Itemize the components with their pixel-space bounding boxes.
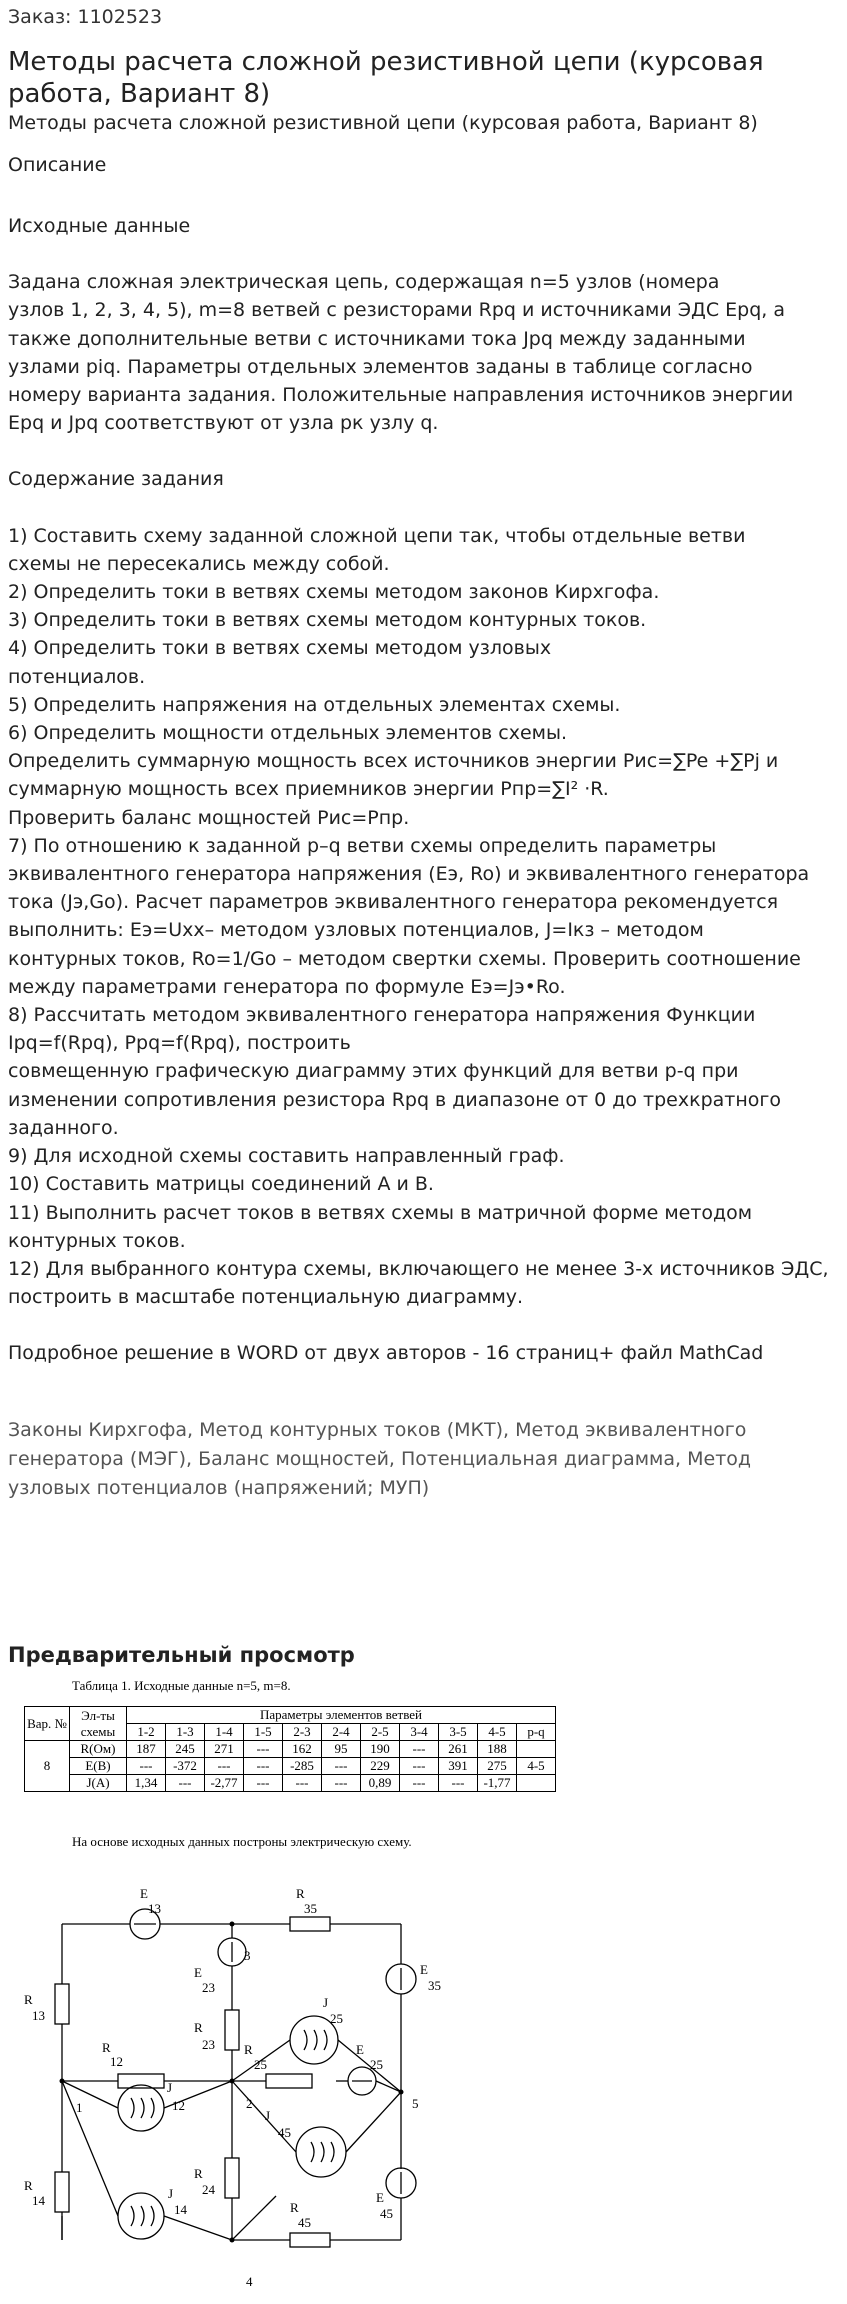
label-node-1: 1 bbox=[76, 2100, 83, 2115]
label-e23-sym: E bbox=[194, 1965, 202, 1980]
label-r12-idx: 12 bbox=[110, 2054, 123, 2069]
value-cell: 0,89 bbox=[361, 1775, 400, 1792]
label-j25-idx: 25 bbox=[330, 2011, 343, 2026]
header-variant: Вар. № bbox=[25, 1707, 70, 1741]
text-line: эквивалентного генератора напряжения (Еэ, Ro) и эквивалентного генератора bbox=[8, 863, 810, 886]
text-line: 11) Выполнить расчет токов в ветвях схемы в матричной форме методом bbox=[8, 1201, 753, 1224]
resistor-r35 bbox=[290, 1917, 330, 1931]
solution-note: Подробное решение в WORD от двух авторов - 16 страниц+ файл MathCad bbox=[8, 1342, 764, 1365]
label-r25-sym: R bbox=[244, 2042, 253, 2057]
page-title: Методы расчета сложной резистивной цепи (курсовая работа, Вариант 8) bbox=[8, 47, 764, 109]
value-cell: --- bbox=[322, 1758, 361, 1775]
tag-link[interactable]: Законы Кирхгофа bbox=[8, 1419, 188, 1441]
description-heading: Описание bbox=[8, 154, 107, 176]
tag-link[interactable]: Метод эквивалентного генератора (МЭГ) bbox=[8, 1419, 747, 1470]
label-r13-idx: 13 bbox=[32, 2008, 45, 2023]
text-line: 2) Определить токи в ветвях схемы методом законов Кирхгофа. bbox=[8, 581, 660, 604]
value-cell: --- bbox=[166, 1775, 205, 1792]
table-caption: Таблица 1. Исходные данные n=5, m=8. bbox=[72, 1678, 291, 1693]
text-line: контурных токов, Ro=1/Go – методом свертки схемы. Проверить соотношение bbox=[8, 947, 801, 970]
text-line: 7) По отношению к заданной p–q ветви схемы определить параметры bbox=[8, 834, 717, 857]
value-cell: 95 bbox=[322, 1741, 361, 1758]
text-line: Epq и Jpq соответствуют от узла pк узлу q. bbox=[8, 412, 439, 435]
value-cell: --- bbox=[283, 1775, 322, 1792]
text-line: 4) Определить токи в ветвях схемы методом узловых bbox=[8, 637, 552, 660]
tag-link[interactable]: Метод контурных токов (МКТ) bbox=[199, 1419, 504, 1441]
text-line: выполнить: Еэ=Uxx– методом узловых потенциалов, J=Iкз – методом bbox=[8, 919, 704, 942]
row-label-cell: J(A) bbox=[70, 1775, 127, 1792]
value-cell: 391 bbox=[439, 1758, 478, 1775]
value-cell: 1,34 bbox=[127, 1775, 166, 1792]
text-line: заданного. bbox=[8, 1116, 119, 1139]
text-line: 3) Определить токи в ветвях схемы методом контурных токов. bbox=[8, 609, 647, 632]
value-cell: 275 bbox=[478, 1758, 517, 1775]
label-e25-sym: E bbox=[356, 2042, 364, 2057]
resistor-r24 bbox=[225, 2158, 239, 2198]
resistor-r12 bbox=[118, 2074, 164, 2088]
text-line: 12) Для выбранного контура схемы, включающего не менее 3-х источников ЭДС, bbox=[8, 1257, 829, 1280]
branch-header-cell: 4-5 bbox=[478, 1724, 517, 1741]
label-e35-sym: E bbox=[420, 1962, 428, 1977]
value-cell: -2,77 bbox=[205, 1775, 244, 1792]
branch-header-cell: 1-3 bbox=[166, 1724, 205, 1741]
label-r35-idx: 35 bbox=[304, 1901, 317, 1916]
branch-header-cell: 1-4 bbox=[205, 1724, 244, 1741]
text-line: совмещенную графическую диаграмму этих функций для ветви p-q при bbox=[8, 1060, 739, 1083]
task-list bbox=[8, 522, 844, 1312]
text-line: суммарную мощность всех приемников энергии Рпр=∑I² ·R. bbox=[8, 778, 609, 801]
resistor-r23 bbox=[225, 2010, 239, 2050]
label-j14-sym: J bbox=[168, 2186, 174, 2201]
value-cell: --- bbox=[244, 1758, 283, 1775]
label-r25-idx: 25 bbox=[254, 2057, 267, 2072]
initial-data-heading: Исходные данные bbox=[8, 215, 191, 237]
resistor-r14 bbox=[55, 2172, 69, 2212]
text-line: узлов 1, 2, 3, 4, 5), m=8 ветвей с резисторами Rpq и источниками ЭДС Epq, а bbox=[8, 299, 785, 322]
page-subtitle: Методы расчета сложной резистивной цепи (курсовая работа, Вариант 8) bbox=[8, 112, 758, 134]
label-node-2: 2 bbox=[246, 2096, 253, 2111]
label-e23-idx: 23 bbox=[202, 1980, 215, 1995]
tag-list: Законы Кирхгофа, Метод контурных токов (МКТ), Метод эквивалентного генератора (МЭГ), Баланс мощностей, Потенциальная диаграмма, Метод узловых потенциалов (напряжений; МУП) bbox=[8, 1419, 752, 1499]
label-j45-sym: J bbox=[265, 2108, 271, 2123]
value-cell: -372 bbox=[166, 1758, 205, 1775]
value-cell: 187 bbox=[127, 1741, 166, 1758]
label-r24-idx: 24 bbox=[202, 2182, 215, 2197]
text-line: 5) Определить напряжения на отдельных элементах схемы. bbox=[8, 693, 621, 716]
value-cell: --- bbox=[244, 1741, 283, 1758]
text-line: 6) Определить мощности отдельных элементов схемы. bbox=[8, 722, 568, 745]
resistor-r25 bbox=[266, 2074, 312, 2088]
text-line: между параметрами генератора по формуле Еэ=Jэ•Ro. bbox=[8, 975, 566, 998]
text-line: Задана сложная электрическая цепь, содержащая n=5 узлов (номера bbox=[8, 271, 720, 294]
text-line: тока (Jэ,Go). Расчет параметров эквивалентного генератора рекомендуется bbox=[8, 891, 779, 914]
label-r23-sym: R bbox=[194, 2020, 203, 2035]
value-cell: 229 bbox=[361, 1758, 400, 1775]
current-source-j45 bbox=[296, 2127, 346, 2177]
label-j25-sym: J bbox=[323, 1995, 329, 2010]
label-e13-idx: 13 bbox=[148, 1901, 161, 1916]
text-line: Проверить баланс мощностей Рис=Рпр. bbox=[8, 806, 410, 829]
text-line: Ipq=f(Rpq), Ppq=f(Rpq), построить bbox=[8, 1032, 351, 1055]
resistor-r45 bbox=[290, 2233, 330, 2247]
label-j14-idx: 14 bbox=[174, 2202, 187, 2217]
value-cell: 4-5 bbox=[517, 1758, 556, 1775]
label-node-3: 3 bbox=[244, 1948, 251, 1963]
label-r13-sym: R bbox=[24, 1992, 33, 2007]
label-j12-sym: J bbox=[167, 2080, 173, 2095]
label-r12-sym: R bbox=[102, 2040, 111, 2055]
branch-header-cell: 1-2 bbox=[127, 1724, 166, 1741]
label-r24-sym: R bbox=[194, 2166, 203, 2181]
branch-header-cell: 2-4 bbox=[322, 1724, 361, 1741]
label-r14-idx: 14 bbox=[32, 2193, 45, 2208]
branch-header-cell: 3-5 bbox=[439, 1724, 478, 1741]
value-cell: -285 bbox=[283, 1758, 322, 1775]
task-heading: Содержание задания bbox=[8, 468, 224, 491]
row-label-cell: E(В) bbox=[70, 1758, 127, 1775]
tag-link[interactable]: Метод узловых потенциалов (напряжений; МУП) bbox=[8, 1448, 752, 1499]
value-cell: 162 bbox=[283, 1741, 322, 1758]
resistor-r13 bbox=[55, 1984, 69, 2024]
value-cell: --- bbox=[127, 1758, 166, 1775]
tag-link[interactable]: Баланс мощностей bbox=[198, 1448, 389, 1470]
value-cell: 261 bbox=[439, 1741, 478, 1758]
value-cell: --- bbox=[400, 1775, 439, 1792]
label-r14-sym: R bbox=[24, 2178, 33, 2193]
label-e45-sym: E bbox=[376, 2190, 384, 2205]
text-line: 8) Рассчитать методом эквивалентного генератора напряжения Функции bbox=[8, 1004, 756, 1027]
value-cell: 188 bbox=[478, 1741, 517, 1758]
order-number: Заказ: 1102523 bbox=[8, 6, 163, 28]
branch-header-cell: 1-5 bbox=[244, 1724, 283, 1741]
preview-document bbox=[0, 1676, 847, 2304]
label-j45-idx: 45 bbox=[278, 2125, 291, 2140]
text-line: изменении сопротивления резистора Rpq в диапазоне от 0 до трехкратного bbox=[8, 1088, 781, 1111]
text-line: номеру варианта задания. Положительные направления источников энергии bbox=[8, 384, 794, 407]
text-line: контурных токов. bbox=[8, 1229, 186, 1252]
initial-data-text bbox=[8, 268, 844, 437]
text-line: 1) Составить схему заданной сложной цепи так, чтобы отдельные ветви bbox=[8, 524, 746, 547]
label-r23-idx: 23 bbox=[202, 2037, 215, 2052]
branch-header-cell: p-q bbox=[517, 1724, 556, 1741]
text-line: схемы не пересекались между собой. bbox=[8, 552, 390, 575]
branch-header-cell: 2-5 bbox=[361, 1724, 400, 1741]
description-body bbox=[8, 212, 844, 1368]
tag-link[interactable]: Потенциальная диаграмма bbox=[401, 1448, 676, 1470]
text-line: 9) Для исходной схемы составить направленный граф. bbox=[8, 1145, 565, 1168]
branch-header-cell: 2-3 bbox=[283, 1724, 322, 1741]
value-cell: --- bbox=[244, 1775, 283, 1792]
label-e35-idx: 35 bbox=[428, 1978, 441, 1993]
preview-heading: Предварительный просмотр bbox=[8, 1643, 355, 1667]
value-cell: --- bbox=[322, 1775, 361, 1792]
label-r45-idx: 45 bbox=[298, 2215, 311, 2230]
value-cell: --- bbox=[400, 1758, 439, 1775]
branch-header-cell: 3-4 bbox=[400, 1724, 439, 1741]
text-line: 10) Составить матрицы соединений А и В. bbox=[8, 1173, 434, 1196]
label-e13-sym: E bbox=[140, 1886, 148, 1901]
text-line: построить в масштабе потенциальную диаграмму. bbox=[8, 1286, 524, 1309]
label-r45-sym: R bbox=[290, 2200, 299, 2215]
value-cell: --- bbox=[400, 1741, 439, 1758]
value-cell: --- bbox=[205, 1758, 244, 1775]
label-node-4: 4 bbox=[246, 2274, 253, 2289]
label-r35-sym: R bbox=[296, 1886, 305, 1901]
header-elements: Эл-ты схемы bbox=[70, 1707, 127, 1741]
value-cell: -1,77 bbox=[478, 1775, 517, 1792]
text-line: также дополнительные ветви с источниками тока Jpq между заданными bbox=[8, 327, 746, 350]
header-params: Параметры элементов ветвей bbox=[127, 1707, 556, 1724]
text-line: Определить суммарную мощность всех источников энергии Рис=∑Pe +∑Pj и bbox=[8, 750, 779, 773]
label-node-5: 5 bbox=[412, 2096, 419, 2111]
value-cell: 190 bbox=[361, 1741, 400, 1758]
current-source-j12 bbox=[118, 2085, 164, 2131]
label-e25-idx: 25 bbox=[370, 2057, 383, 2072]
value-cell: --- bbox=[439, 1775, 478, 1792]
variant-cell: 8 bbox=[25, 1741, 70, 1792]
current-source-j14 bbox=[118, 2193, 164, 2239]
row-label-cell: R(Ом) bbox=[70, 1741, 127, 1758]
value-cell: 245 bbox=[166, 1741, 205, 1758]
circuit-diagram bbox=[0, 1676, 847, 2304]
text-line: узлами piq. Параметры отдельных элементов заданы в таблице согласно bbox=[8, 355, 753, 378]
value-cell: 271 bbox=[205, 1741, 244, 1758]
text-line: потенциалов. bbox=[8, 665, 146, 688]
label-j12-idx: 12 bbox=[172, 2098, 185, 2113]
label-e45-idx: 45 bbox=[380, 2206, 393, 2221]
preview-intro-text: На основе исходных данных построны электрическую схему. bbox=[72, 1834, 412, 1849]
